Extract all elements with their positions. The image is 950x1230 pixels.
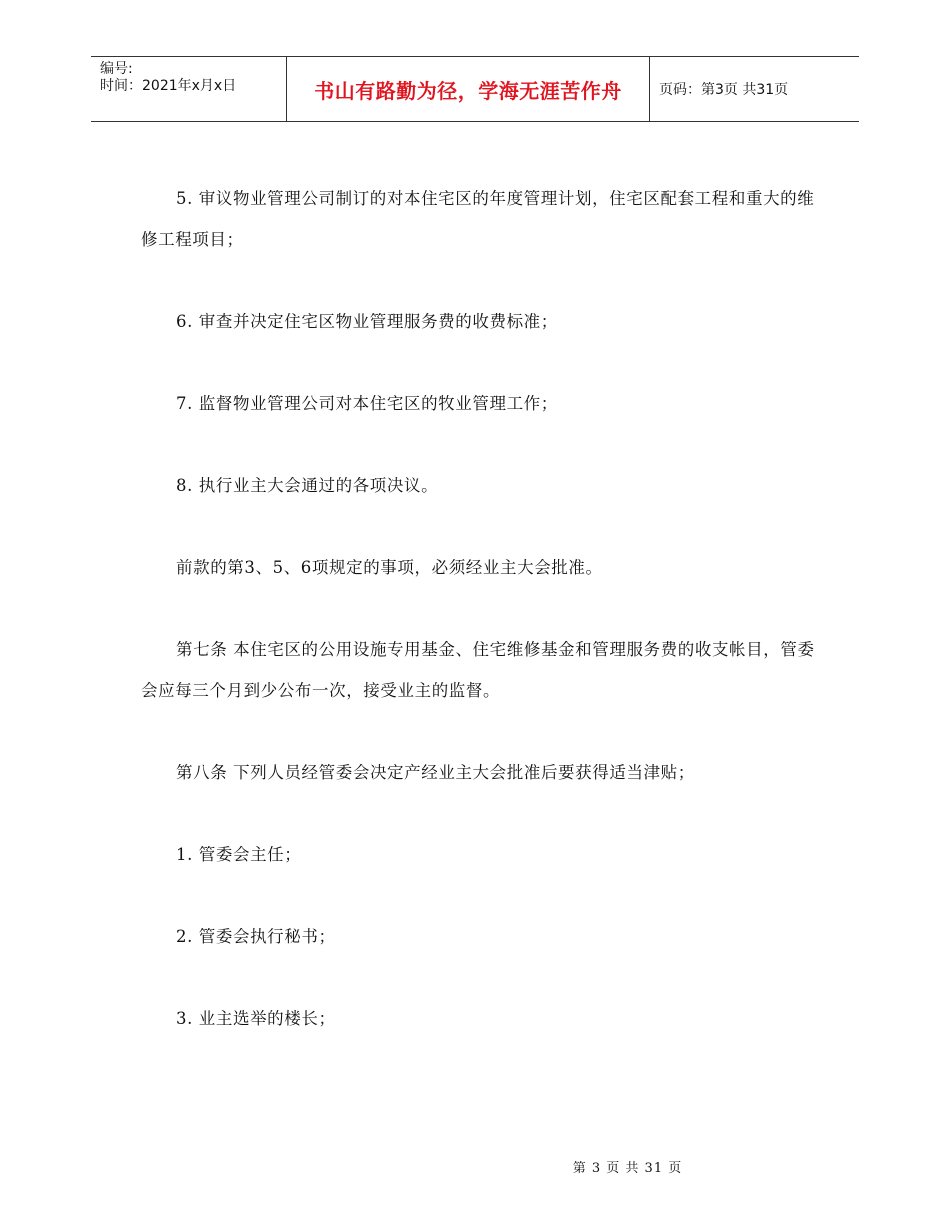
paragraph-item-6: 6. 审查并决定住宅区物业管理服务费的收费标准； bbox=[176, 312, 558, 331]
document-number-label: 编号: bbox=[100, 61, 133, 77]
paragraph-article-8: 第八条 下列人员经管委会决定产经业主大会批准后要获得适当津贴； bbox=[176, 763, 695, 782]
paragraph-article-7: 第七条 本住宅区的公用设施专用基金、住宅维修基金和管理服务费的收支帐目，管委会应每三个月到少公布一次，接受业主的监督。 bbox=[141, 640, 815, 700]
paragraph-item-5: 5. 审议物业管理公司制订的对本住宅区的年度管理计划，住宅区配套工程和重大的维修工程项目； bbox=[141, 189, 815, 249]
header-page-cell bbox=[650, 57, 859, 121]
paragraph-item-7: 7. 监督物业管理公司对本住宅区的牧业管理工作； bbox=[176, 394, 558, 413]
header-page-info: 页码：第3页 共31页 bbox=[659, 82, 789, 98]
header-meta-cell bbox=[91, 57, 287, 121]
paragraph-list-1: 1. 管委会主任； bbox=[176, 845, 302, 864]
paragraph-approval-note: 前款的第3、5、6项规定的事项，必须经业主大会批准。 bbox=[176, 558, 603, 577]
paragraph-list-2: 2. 管委会执行秘书； bbox=[176, 927, 336, 946]
header-motto-cell bbox=[287, 57, 650, 121]
header-motto: 书山有路勤为径，学海无涯苦作舟 bbox=[314, 78, 622, 103]
page-footer: 第 3 页 共 31 页 bbox=[572, 1161, 683, 1176]
document-body bbox=[141, 178, 821, 1080]
document-time: 时间：2021年x月x日 bbox=[100, 78, 237, 94]
paragraph-item-8: 8. 执行业主大会通过的各项决议。 bbox=[176, 476, 439, 495]
page-header bbox=[91, 56, 859, 122]
paragraph-list-3: 3. 业主选举的楼长； bbox=[176, 1009, 336, 1028]
